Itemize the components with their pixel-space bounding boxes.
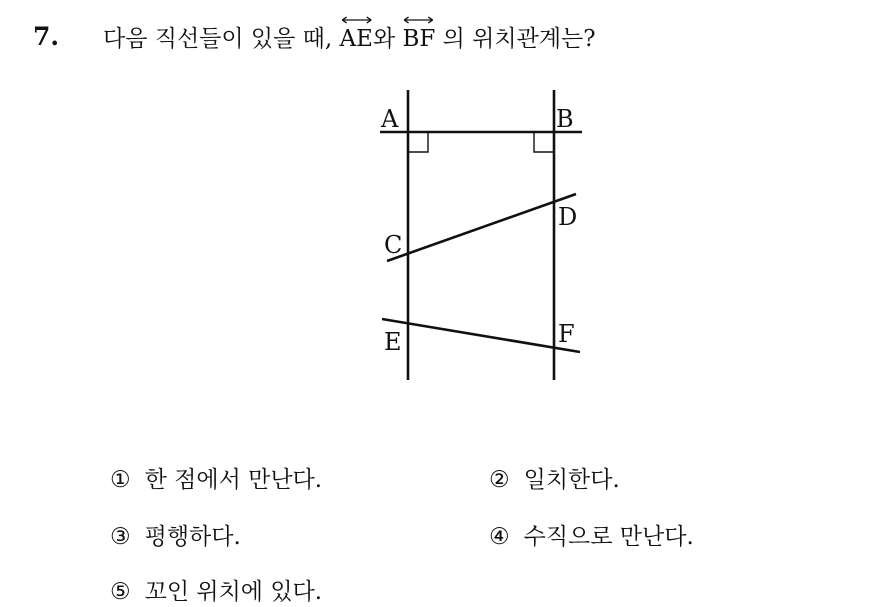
question-number: 7. bbox=[33, 22, 60, 51]
line-bf-notation bbox=[402, 24, 435, 54]
point-label-b: B bbox=[556, 105, 574, 133]
choice-3-mark: ③ bbox=[110, 524, 131, 550]
choice-5-mark: ⑤ bbox=[110, 579, 131, 605]
right-angle-mark-a bbox=[408, 132, 428, 152]
choice-1-text: 한 점에서 만난다. bbox=[144, 467, 323, 493]
point-label-d: D bbox=[558, 203, 578, 231]
point-label-e: E bbox=[384, 328, 402, 356]
double-arrow-icon bbox=[340, 15, 373, 25]
question-connector: 와 bbox=[372, 26, 403, 52]
choice-2[interactable] bbox=[489, 465, 620, 495]
choice-4-text: 수직으로 만난다. bbox=[523, 524, 694, 550]
question-text-after: 의 위치관계는? bbox=[435, 26, 596, 52]
point-label-c: C bbox=[384, 231, 403, 259]
choice-1-mark: ① bbox=[110, 467, 131, 493]
choice-3[interactable] bbox=[110, 522, 241, 552]
double-arrow-icon bbox=[402, 15, 435, 25]
choice-2-mark: ② bbox=[489, 467, 510, 493]
right-angle-mark-b bbox=[534, 132, 554, 152]
choice-2-text: 일치한다. bbox=[523, 467, 620, 493]
question-text-before: 다음 직선들이 있을 때, bbox=[103, 26, 340, 52]
geometry-figure bbox=[370, 88, 590, 388]
line-bf-label: BF bbox=[402, 26, 436, 52]
point-label-f: F bbox=[558, 320, 575, 348]
choice-4-mark: ④ bbox=[489, 524, 510, 550]
line-ef bbox=[382, 319, 580, 352]
choice-5[interactable] bbox=[110, 577, 322, 607]
question-text bbox=[103, 24, 596, 54]
line-ae-label: AE bbox=[339, 26, 373, 52]
choice-1[interactable] bbox=[110, 465, 322, 495]
choice-4[interactable] bbox=[489, 522, 694, 552]
line-cd bbox=[387, 194, 576, 261]
choice-5-text: 꼬인 위치에 있다. bbox=[144, 579, 323, 605]
point-label-a: A bbox=[381, 105, 399, 133]
line-ae-notation bbox=[340, 24, 373, 54]
choice-3-text: 평행하다. bbox=[144, 524, 241, 550]
